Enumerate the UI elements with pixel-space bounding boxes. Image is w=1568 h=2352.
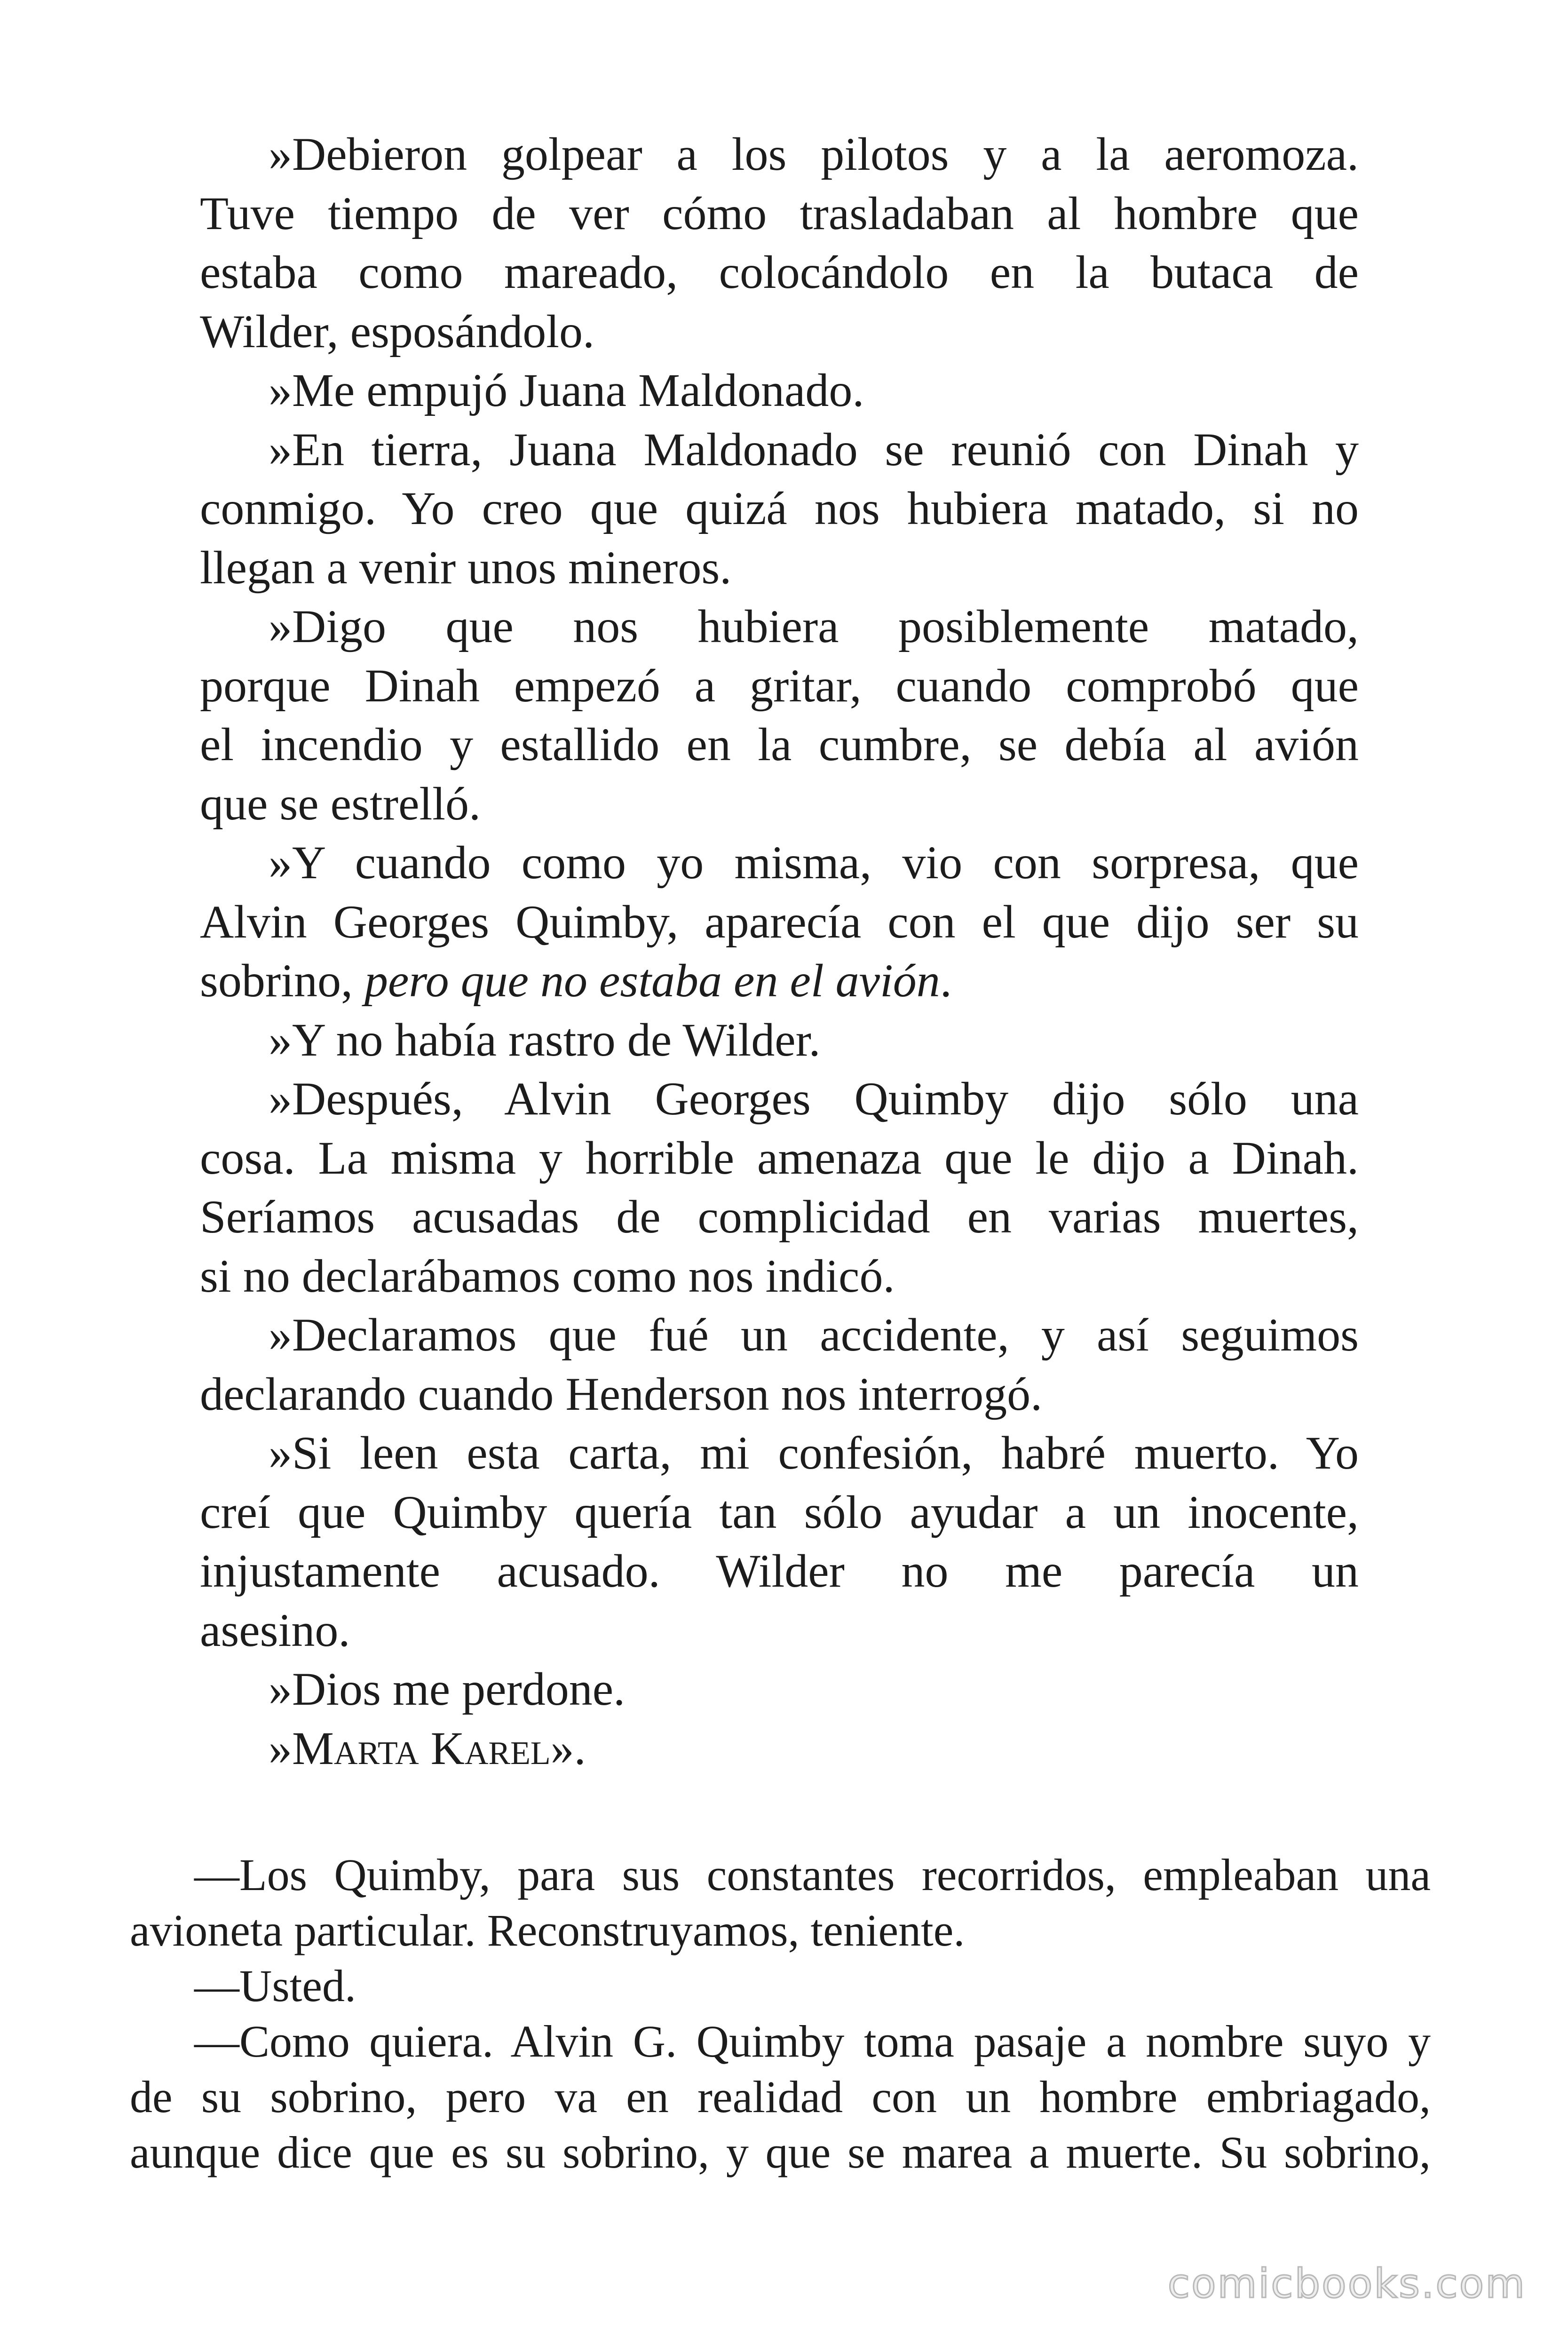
text-line: —Usted. (194, 1961, 356, 2011)
letter-text (200, 125, 1359, 1778)
text-line: llegan a venir unos mineros. (200, 541, 732, 594)
text-line: Seríamos acusadas de complicidad en varias muertes, (200, 1191, 1359, 1243)
paragraph (200, 1305, 1359, 1423)
text-line: cosa. La misma y horrible amenaza que le dijo a Dinah. (200, 1131, 1359, 1184)
text-line: »Declaramos que fué un accidente, y así seguimos (269, 1309, 1359, 1361)
text-line: »Y no había rastro de Wilder. (269, 1013, 821, 1066)
text-line: conmigo. Yo creo que quizá nos hubiera matado, si no (200, 482, 1359, 534)
paragraph (200, 1069, 1359, 1305)
text-line: declarando cuando Henderson nos interrogó. (200, 1367, 1043, 1420)
text-line: »Debieron golpear a los pilotos y a la aeromoza. (269, 128, 1359, 180)
text-line: el incendio y estallido en la cumbre, se debía al avión (200, 718, 1359, 771)
paragraph (200, 1423, 1359, 1660)
paragraph (200, 597, 1359, 833)
emphasized-text: pero que no estaba en el avión (364, 954, 940, 1007)
text-line: porque Dinah empezó a gritar, cuando comprobó que (200, 659, 1359, 712)
letter-signature (200, 1719, 1359, 1778)
text-line: aunque dice que es su sobrino, y que se marea a muerte. Su sobrino, (130, 2127, 1431, 2177)
line-text: sobrino, (200, 954, 364, 1007)
text-line: asesino. (200, 1604, 350, 1656)
text-line: —Los Quimby, para sus constantes recorridos, empleaban una (194, 1850, 1431, 1900)
paragraph (200, 833, 1359, 1010)
dialogue-text (130, 1847, 1431, 2180)
text-line: avioneta particular. Reconstruyamos, teniente. (130, 1905, 965, 1955)
text-line: »En tierra, Juana Maldonado se reunió con Dinah y (269, 423, 1359, 476)
paragraph (130, 1847, 1431, 1958)
signature-line: »Marta Karel». (269, 1722, 586, 1774)
text-line: —Como quiera. Alvin G. Quimby toma pasaje a nombre suyo y (194, 2016, 1431, 2066)
text-line: estaba como mareado, colocándolo en la butaca de (200, 246, 1359, 298)
paragraph (200, 125, 1359, 361)
paragraph (200, 361, 1359, 420)
watermark: comicbooks.com (1167, 2260, 1526, 2307)
text-line: »Me empujó Juana Maldonado. (269, 364, 864, 416)
paragraph (200, 420, 1359, 597)
text-line: »Digo que nos hubiera posiblemente matado, (269, 600, 1359, 652)
text-line: Tuve tiempo de ver cómo trasladaban al hombre que (200, 187, 1359, 239)
paragraph (130, 1958, 1431, 2014)
line-text: . (940, 954, 952, 1007)
text-line: »Y cuando como yo misma, vio con sorpresa, que (269, 836, 1359, 889)
text-line: »Dios me perdone. (269, 1663, 626, 1715)
text-line: »Después, Alvin Georges Quimby dijo sólo una (269, 1073, 1359, 1125)
text-line: de su sobrino, pero va en realidad con un hombre embriagado, (130, 2072, 1431, 2122)
paragraph (200, 1010, 1359, 1070)
text-line (200, 951, 1359, 1010)
text-line: Wilder, esposándolo. (200, 305, 595, 358)
paragraph (200, 1660, 1359, 1719)
paragraph (130, 2014, 1431, 2180)
text-line: »Si leen esta carta, mi confesión, habré muerto. Yo (269, 1427, 1359, 1479)
text-line: creí que Quimby quería tan sólo ayudar a un inocente, (200, 1486, 1359, 1538)
text-line: que se estrelló. (200, 777, 481, 830)
text-line: injustamente acusado. Wilder no me parecía un (200, 1545, 1359, 1597)
text-line: Alvin Georges Quimby, aparecía con el que dijo ser su (200, 895, 1359, 948)
text-line: si no declarábamos como nos indicó. (200, 1249, 895, 1302)
